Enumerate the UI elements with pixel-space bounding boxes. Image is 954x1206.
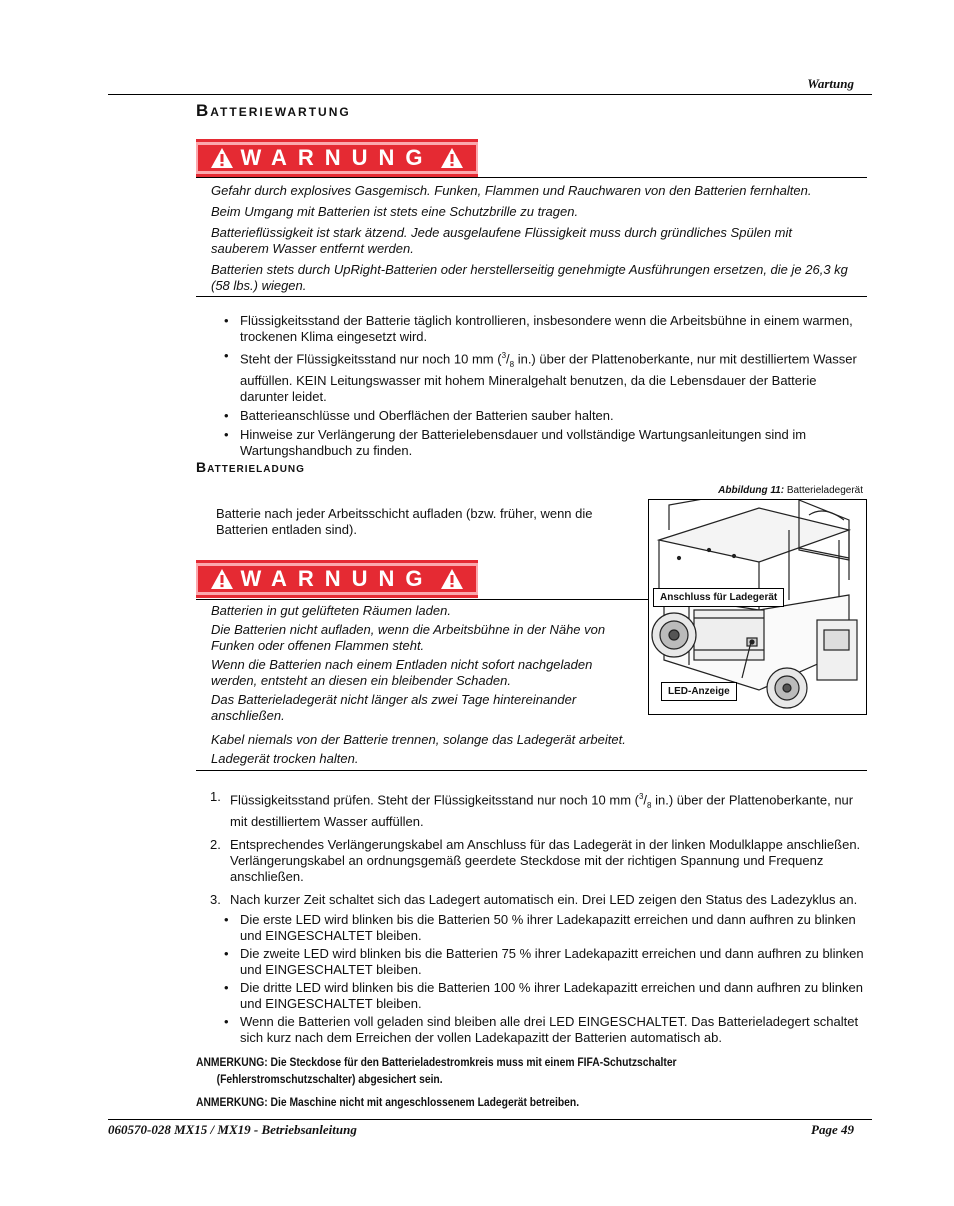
step-number: 1. [210, 789, 221, 804]
warning2-line: Batterien in gut gelüfteten Räumen laden. [211, 603, 451, 618]
warning2-text [211, 603, 641, 727]
warning2-line: Wenn die Batterien nach einem Entladen nicht sofort nachgeladen werden, entsteht an diesen ein bleibender Schaden. [211, 657, 593, 688]
header-rule [108, 94, 872, 95]
charge-intro: Batterie nach jeder Arbeitsschicht aufladen (bzw. früher, wenn die Batterien entladen sind). [216, 506, 593, 537]
step-number: 3. [210, 891, 221, 907]
footer-rule [108, 1119, 872, 1120]
note-text: Die Steckdose für den Batterieladestromkreis muss mit einem FIFA-Schutzschalter [267, 1055, 677, 1069]
footer-doc-id: 060570-028 MX15 / MX19 - Betriebsanleitung [108, 1122, 357, 1137]
figure-caption [718, 485, 863, 496]
list-item: • Flüssigkeitsstand der Batterie täglich kontrollieren, insbesondere wenn die Arbeitsbühne in einem warmen, trockenen Klima eingesetzt wird. [216, 313, 866, 345]
step-text: Entsprechendes Verlängerungskabel am Anschluss für das Ladegerät in der linken Modulklappe anschließen. Verlängerungskabel an ordnungsgemäß geerdete Steckdose mit der richtigen Spannung und Frequenz anschließen. [230, 836, 861, 884]
warning2-line: Ladegerät trocken halten. [211, 751, 359, 766]
fraction-denominator: 8 [647, 800, 652, 810]
warning2-bottom-rule [196, 770, 867, 771]
warning1-line: Gefahr durch explosives Gasgemisch. Funken, Flammen und Rauchwaren von den Batterien fernhalten. [211, 183, 812, 198]
section-title-battery-charging [196, 459, 305, 475]
list-item: • Die dritte LED wird blinken bis die Batterien 100 % ihrer Ladekapazitt erreichen und dann aufhren zu blinken und EINGESCHALTET bleiben. [216, 980, 865, 1012]
warning1-line: Batterieflüssigkeit ist stark ätzend. Jede ausgelaufene Flüssigkeit muss durch gründliches Spülen mit sauberem Wasser entfernt werden. [211, 225, 792, 256]
warning1-text [211, 183, 851, 298]
warning2-line: Das Batterieladegerät nicht länger als zwei Tage hintereinander anschließen. [211, 692, 577, 723]
warning-label: WARNUNG [240, 566, 434, 591]
warning-banner-2 [196, 560, 478, 598]
list-item: • Die erste LED wird blinken bis die Batterien 50 % ihrer Ladekapazitt erreichen und dann aufhren zu blinken und EINGESCHALTET bleiben. [216, 912, 865, 944]
warning-triangle-icon [210, 147, 234, 169]
title-initial: B [196, 101, 211, 120]
warning2-top-rule [196, 599, 648, 600]
warning1-top-rule [196, 177, 867, 178]
list-item: • Die zweite LED wird blinken bis die Batterien 75 % ihrer Ladekapazitt erreichen und dann aufhren zu blinken und EINGESCHALTET bleiben. [216, 946, 865, 978]
step-text: Flüssigkeitsstand prüfen. Steht der Flüssigkeitsstand nur noch 10 mm ( [230, 792, 639, 808]
step-item [210, 837, 865, 885]
running-header-section: Wartung [807, 76, 854, 91]
callout-charger-connection: Anschluss für Ladegerät [653, 588, 784, 607]
step-text: in.) über der Plattenoberkante, nur mit destilliertem Wasser auffüllen. [230, 792, 854, 829]
step-item [210, 892, 865, 908]
list-item: • Batterieanschlüsse und Oberflächen der Batterien sauber halten. [216, 408, 866, 424]
warning1-line: Beim Umgang mit Batterien ist stets eine Schutzbrille zu tragen. [211, 204, 579, 219]
section-title-battery-maintenance [196, 101, 351, 121]
list-item: • Hinweise zur Verlängerung der Batterielebensdauer und vollständige Wartungsanleitungen sind im Wartungshandbuch zu finden. [216, 427, 866, 459]
note-1 [196, 1054, 867, 1088]
footer-page-number: Page 49 [811, 1122, 854, 1137]
title-rest: atteriewartung [210, 101, 351, 120]
step-number: 2. [210, 836, 221, 852]
charging-steps [210, 789, 865, 1049]
note-text: Die Maschine nicht mit angeschlossenem Ladegerät betreiben. [267, 1095, 580, 1109]
step-text: Nach kurzer Zeit schaltet sich das Ladegert automatisch ein. Drei LED zeigen den Status des Ladezyklus an. [230, 891, 858, 907]
list-item-text: in.) über der Plattenoberkante, nur mit destilliertem Wasser auffüllen. KEIN Leitungswasser mit hohem Mineralgehalt benutzen, da die Lebensdauer der Batterie darunter leidet. [240, 351, 857, 404]
list-item: • Wenn die Batterien voll geladen sind bleiben alle drei LED EINGESCHALTET. Das Batterieladegert schaltet sich kurz nach dem Erreichen der vollen Ladekapazitt der Batterien automatisch ab. [216, 1014, 865, 1046]
title-rest: atterieladung [207, 459, 305, 475]
list-item-text: Steht der Flüssigkeitsstand nur noch 10 mm ( [240, 351, 502, 367]
battery-charger-figure [648, 499, 867, 715]
warning2-line: Die Batterien nicht aufladen, wenn die Arbeitsbühne in der Nähe von Funken oder offenen Flammen steht. [211, 622, 606, 653]
warning-label: WARNUNG [240, 145, 434, 170]
callout-led-indicator: LED-Anzeige [661, 682, 737, 701]
warning-banner-1 [196, 139, 478, 177]
note-2 [196, 1094, 867, 1111]
warning2-text-wide [211, 732, 851, 771]
warning2-line: Kabel niemals von der Batterie trennen, solange das Ladegerät arbeitet. [211, 732, 626, 747]
figure-caption-label: Abbildung 11: [718, 485, 785, 496]
title-initial: B [196, 459, 208, 475]
note-label: ANMERKUNG: [196, 1055, 268, 1069]
figure-caption-text: Batterieladegerät [784, 485, 863, 496]
note-label: ANMERKUNG: [196, 1095, 268, 1109]
note-text: (Fehlerstromschutzschalter) abgesichert sein. [216, 1072, 443, 1086]
maintenance-bullets [216, 313, 866, 462]
warning1-bottom-rule [196, 296, 867, 297]
warning-triangle-icon [440, 147, 464, 169]
list-item: • Steht der Flüssigkeitsstand nur noch 10 mm ($^3/_8$ in.) über der Plattenoberkante, nur mit destilliertem Wasser auffüllen. KEIN Leitungswasser mit hohem Mineralgehalt benutzen, da die Lebensdauer der Batterie darunter leidet. [216, 348, 866, 405]
fraction-numerator: 3 [638, 792, 644, 801]
warning-triangle-icon [210, 568, 234, 590]
warning-triangle-icon [440, 568, 464, 590]
fraction-numerator: 3 [501, 351, 507, 360]
fraction-denominator: 8 [509, 359, 515, 369]
step-item: 1. Flüssigkeitsstand prüfen. Steht der Flüssigkeitsstand nur noch 10 mm ($^3/_8$ in.) über der Plattenoberkante, nur mit destilliertem Wasser auffüllen. [210, 789, 854, 829]
warning1-line: Batterien stets durch UpRight-Batterien oder herstellerseitig genehmigte Ausführungen ersetzen, die je 26,3 kg (58 lbs.) wiegen. [211, 262, 848, 293]
